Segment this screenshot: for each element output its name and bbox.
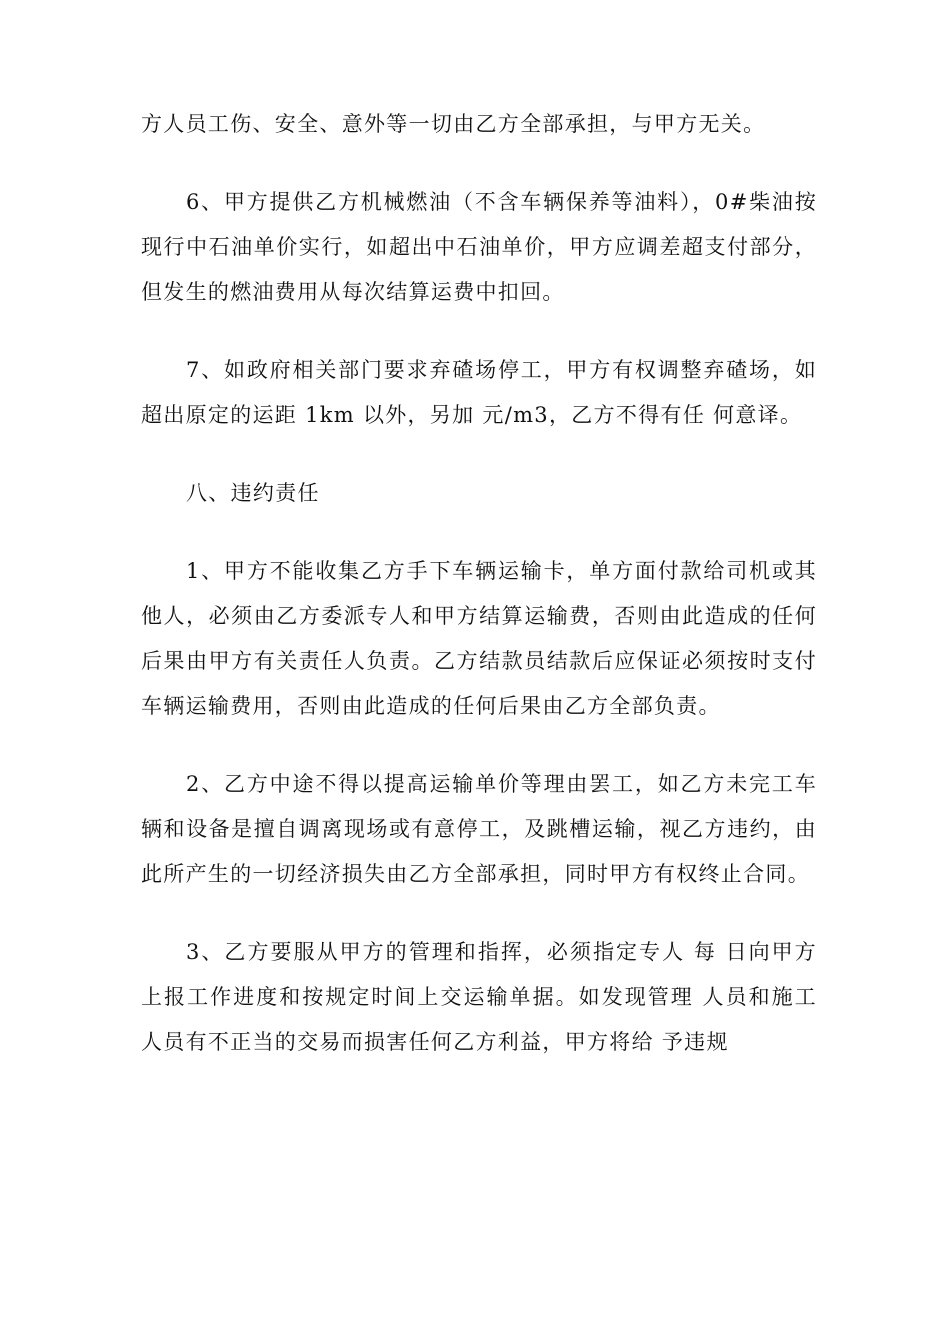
document-body (141, 102, 817, 1098)
paragraph-breach-clause-3: 3、乙方要服从甲方的管理和指挥，必须指定专人 每 日向甲方上报工作进度和按规定时间上交运输单据。如发现管理 人员和施工人员有不正当的交易而损害任何乙方利益，甲方将给 予违规 (141, 940, 817, 1054)
section-heading-breach-liability: 八、违约责任 (186, 481, 320, 505)
paragraph-injury-liability: 方人员工伤、安全、意外等一切由乙方全部承担，与甲方无关。 (141, 112, 766, 136)
paragraph-breach-clause-2: 2、乙方中途不得以提高运输单价等理由罢工，如乙方未完工车辆和设备是擅自调离现场或有意停工，及跳槽运输，视乙方违约，由此所产生的一切经济损失由乙方全部承担，同时甲方有权终止合同。 (141, 772, 817, 886)
paragraph-breach-clause-1: 1、甲方不能收集乙方手下车辆运输卡，单方面付款给司机或其他人，必须由乙方委派专人和甲方结算运输费，否则由此造成的任何后果由甲方有关责任人负责。乙方结款员结款后应保证必须按时支付车辆运输费用，否则由此造成的任何后果由乙方全部负责。 (141, 559, 817, 718)
paragraph-clause-7-dump-site: 7、如政府相关部门要求弃碴场停工，甲方有权调整弃碴场，如超出原定的运距 1km 以外，另加 元/m3，乙方不得有任 何意译。 (141, 358, 817, 427)
paragraph-clause-6-fuel: 6、甲方提供乙方机械燃油（不含车辆保养等油料），0#柴油按现行中石油单价实行，如超出中石油单价，甲方应调差超支付部分，但发生的燃油费用从每次结算运费中扣回。 (141, 190, 817, 304)
